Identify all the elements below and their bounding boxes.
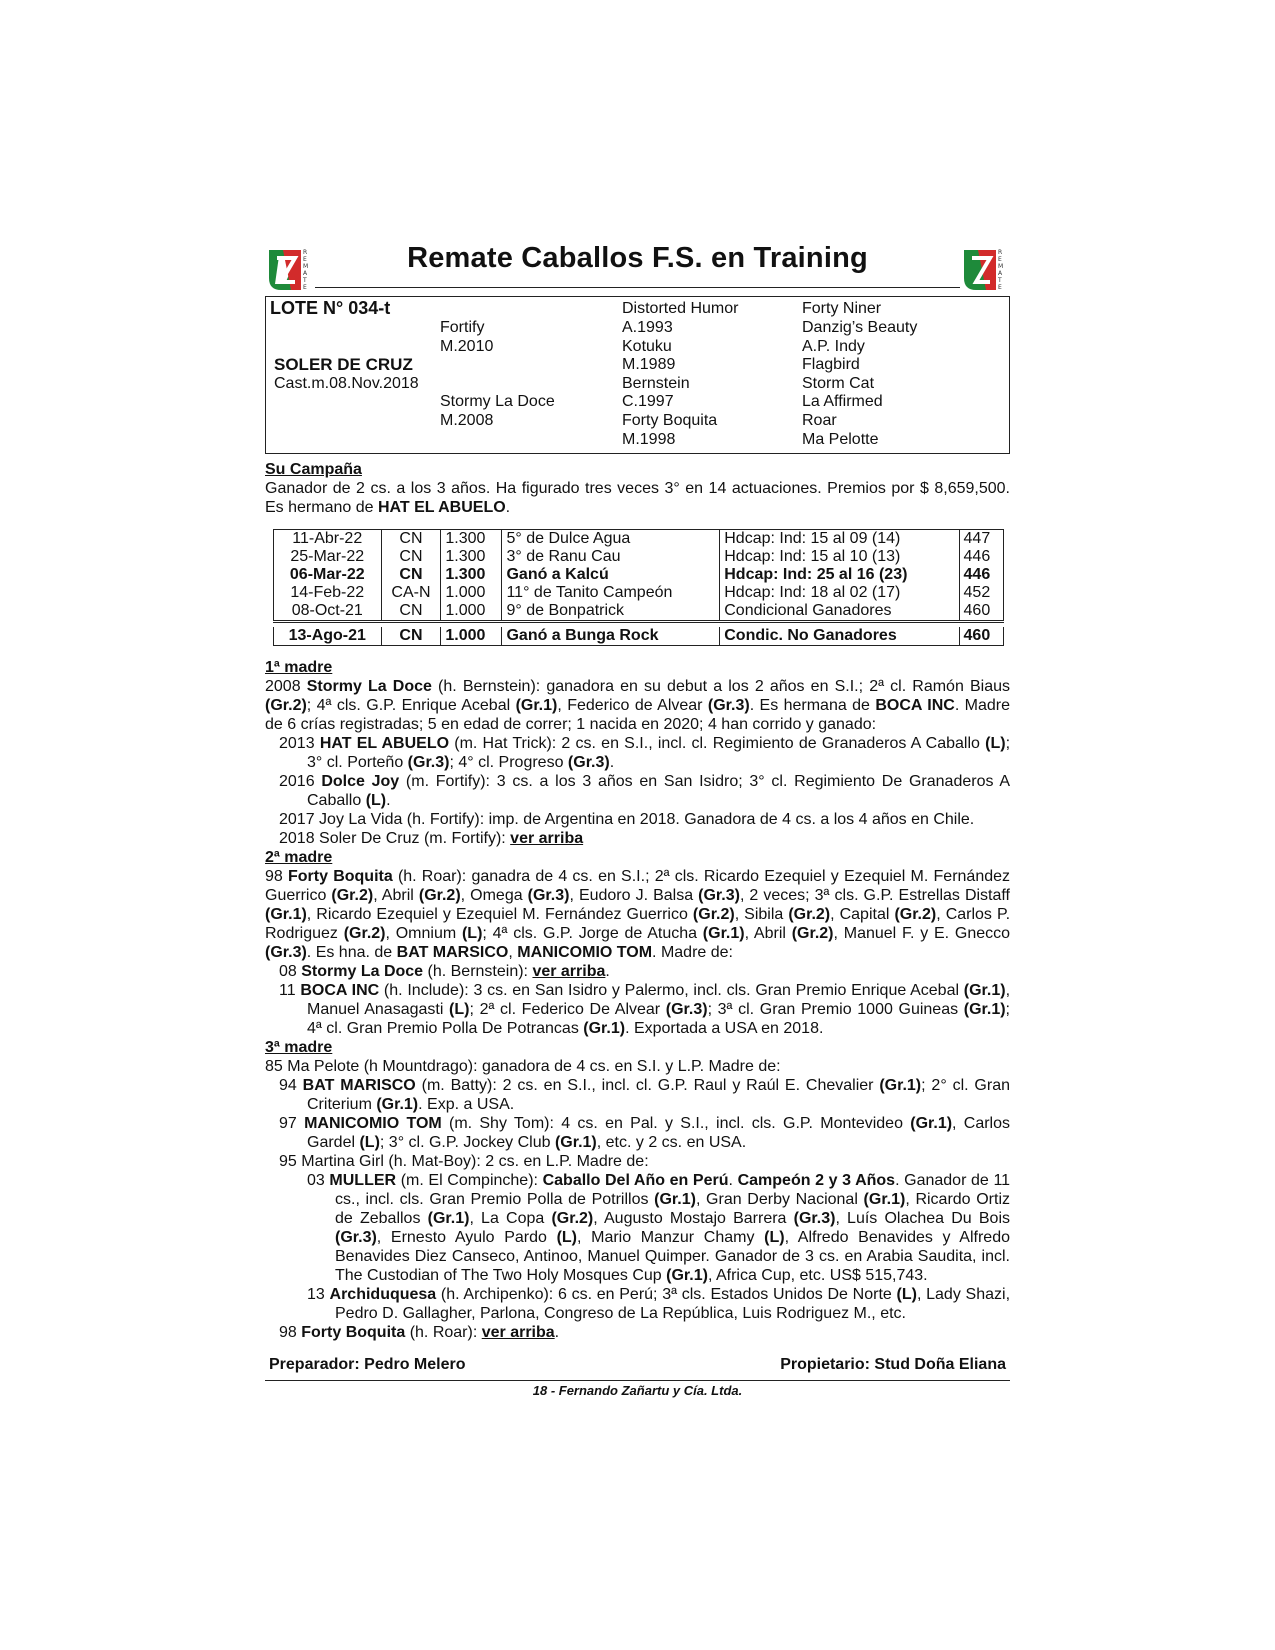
- text-run: , etc. y 2 cs. en USA.: [596, 1134, 747, 1151]
- dam-name: Stormy La Doce: [440, 393, 555, 410]
- footer-rule: [265, 1380, 1010, 1381]
- campaign-section: [265, 460, 1010, 517]
- text-run: Caballo Del Año en Perú: [542, 1172, 729, 1189]
- grandparent: Distorted Humor: [622, 300, 739, 317]
- madre1-p5: [265, 829, 1010, 848]
- text-run: (Gr.1): [265, 906, 307, 923]
- svg-text:E: E: [303, 256, 307, 263]
- race-track: CN: [381, 566, 441, 584]
- catalog-page: [265, 240, 1010, 1398]
- header-rule: [315, 287, 960, 288]
- text-run: (Gr.1): [654, 1191, 696, 1208]
- text-run: .: [554, 1324, 560, 1341]
- text-run: . Es hna. de: [306, 944, 397, 961]
- text-run: (h. Archipenko): 6 cs. en Perú; 3ª cls. Estados Unidos De Norte: [436, 1286, 897, 1303]
- text-run: (m. El Compinche):: [396, 1172, 543, 1189]
- race-row: [274, 602, 1004, 622]
- sire-info: M.2010: [440, 338, 494, 355]
- text-run: (h. Roar): ganadra de 4 cs. en S.I.; 2ª cls. Ricardo Ezequiel y Ezequiel M. Fernández Guerrico: [265, 868, 1011, 904]
- grandparent-info: A.1993: [622, 319, 673, 336]
- text-run: .: [609, 754, 615, 771]
- text-run: ; 4ª cl. Gran Premio Polla De Potrancas: [307, 1001, 1010, 1037]
- text-run: 13: [307, 1286, 330, 1303]
- remates-logo-left: [265, 244, 315, 294]
- madre3-p6: [265, 1285, 1010, 1323]
- text-run: (m. Batty): 2 cs. en S.I., incl. cl. G.P. Raul y Raúl E. Chevalier: [415, 1077, 880, 1094]
- madre2-section: [265, 848, 1010, 1038]
- text-run: , Ricardo Ortiz de Zeballos: [335, 1191, 1011, 1227]
- text-run: ; 2ª cl. Federico De Alvear: [469, 1001, 666, 1018]
- race-dist: 1.300: [441, 566, 502, 584]
- campaign-sibling: HAT EL ABUELO: [377, 499, 506, 516]
- madre1-p4: [265, 810, 1010, 829]
- race-date: 14-Feb-22: [274, 584, 382, 602]
- madre3-p1: [265, 1057, 1010, 1076]
- race-date: 11-Abr-22: [274, 530, 382, 549]
- race-row: [274, 530, 1004, 549]
- text-run: (Gr.1): [554, 1134, 597, 1151]
- great-grandparent: Danzig’s Beauty: [802, 319, 918, 336]
- svg-text:R: R: [998, 249, 1003, 256]
- text-run: (m. Shy Tom): 4 cs. en Pal. y S.I., incl. cls. G.P. Montevideo: [441, 1115, 911, 1132]
- race-row: [274, 548, 1004, 566]
- text-run: (Gr.1): [666, 1267, 708, 1284]
- horse-info: Cast.m.08.Nov.2018: [274, 375, 419, 392]
- text-run: . Exportada a USA en 2018.: [625, 1020, 824, 1037]
- remates-logo-right: [960, 244, 1010, 294]
- race-race: Condicional Ganadores: [720, 602, 959, 622]
- great-grandparent: Ma Pelotte: [802, 431, 879, 448]
- text-run: , Omega: [460, 887, 528, 904]
- campaign-text: [265, 479, 1010, 517]
- text-run: , Sibila: [734, 906, 789, 923]
- text-run: ; 4ª cls. G.P. Jorge de Atucha: [482, 925, 703, 942]
- madre3-p7: [265, 1323, 1010, 1342]
- text-run: (Gr.2): [692, 906, 735, 923]
- text-run: (Gr.1): [702, 925, 745, 942]
- text-run: (Gr.1): [376, 1096, 419, 1113]
- madre1-p2: [265, 734, 1010, 772]
- svg-text:M: M: [998, 263, 1004, 270]
- text-run: (Gr.2): [788, 906, 831, 923]
- text-run: 2008: [265, 678, 307, 695]
- text-run: (Gr.3): [335, 1229, 377, 1246]
- text-run: Forty Boquita: [288, 868, 393, 885]
- madre2-p2: [265, 962, 1010, 981]
- svg-text:A: A: [998, 270, 1003, 277]
- text-run: 97: [279, 1115, 305, 1132]
- race-num: 446: [959, 548, 1003, 566]
- text-run: (Gr.1): [583, 1020, 626, 1037]
- text-run: (h. Include): 3 cs. en San Isidro y Palermo, incl. cls. Gran Premio Enrique Acebal: [379, 982, 964, 999]
- text-run: , Carlos P. Rodriguez: [265, 906, 1011, 942]
- dam-info: M.2008: [440, 412, 494, 429]
- text-run: , Abril: [744, 925, 792, 942]
- race-num: 446: [959, 566, 1003, 584]
- svg-text:A: A: [303, 270, 308, 277]
- text-run: BOCA INC: [875, 697, 955, 714]
- text-run: (Gr.1): [515, 697, 558, 714]
- madre2-title: 2ª madre: [265, 849, 333, 866]
- text-run: .: [386, 792, 391, 809]
- text-run: , Manuel Anasagasti: [307, 982, 1011, 1018]
- race-dist: 1.000: [441, 627, 502, 646]
- race-row: [274, 584, 1004, 602]
- pedigree-box: [265, 296, 1010, 454]
- text-run: 2013: [279, 735, 320, 752]
- text-run: . Es hermana de: [749, 697, 876, 714]
- text-run: , Eudoro J. Balsa: [569, 887, 699, 904]
- campaign-text-a: Ganador de 2 cs. a los 3 años. Ha figurado tres veces 3° en 14 actuaciones. Premios por $ 8,659,500. Es hermano de: [265, 480, 1010, 516]
- horse-name: SOLER DE CRUZ: [274, 355, 413, 374]
- text-run: , 2 veces; 3ª cls. G.P. Estrellas Distaff: [739, 887, 1010, 904]
- text-run: (L): [365, 792, 387, 809]
- madre1-title: 1ª madre: [265, 659, 333, 676]
- race-race: Hdcap: Ind: 15 al 10 (13): [720, 548, 959, 566]
- text-run: , Mario Manzur Chamy: [577, 1229, 765, 1246]
- text-run[interactable]: ver arriba: [481, 1324, 555, 1341]
- race-result: Ganó a Kalcú: [502, 566, 720, 584]
- text-run: (Gr.3): [265, 944, 307, 961]
- text-run: Dolce Joy: [321, 773, 400, 790]
- text-run: (L): [359, 1134, 380, 1151]
- grandparent-info: C.1997: [622, 393, 674, 410]
- text-run: .: [605, 963, 610, 980]
- text-run: 03: [307, 1172, 330, 1189]
- text-run: 08: [279, 963, 302, 980]
- great-grandparent: A.P. Indy: [802, 338, 865, 355]
- text-run: BOCA INC: [300, 982, 380, 999]
- text-run[interactable]: ver arriba: [510, 830, 584, 847]
- svg-text:R: R: [303, 249, 308, 256]
- grandparent-info: M.1989: [622, 356, 676, 373]
- text-run: . Exp. a USA.: [418, 1096, 515, 1113]
- text-run: Archiduquesa: [329, 1286, 437, 1303]
- madre1-p3: [265, 772, 1010, 810]
- text-run: (Gr.2): [894, 906, 937, 923]
- svg-text:T: T: [303, 277, 307, 284]
- text-run: (Gr.1): [910, 1115, 953, 1132]
- sire-name: Fortify: [440, 319, 485, 336]
- grandparent: Kotuku: [622, 338, 672, 355]
- race-track: CN: [381, 548, 441, 566]
- race-date: 06-Mar-22: [274, 566, 382, 584]
- text-run: , Alfredo Benavides y Alfredo Benavides Diez Canseco, Antinoo, Manuel Quimper. Ganador de 3 cs. en Arabia Saudita, incl. The Custodian of The Two Holy Mosques Cup: [335, 1229, 1011, 1284]
- text-run: ; 3° cl. Porteño: [307, 735, 1011, 771]
- text-run: , Luís Olachea Du Bois: [835, 1210, 1011, 1227]
- footer-credits: [265, 1356, 1010, 1374]
- svg-text:M: M: [303, 263, 309, 270]
- great-grandparent: La Affirmed: [802, 393, 883, 410]
- text-run: (Gr.1): [863, 1191, 906, 1208]
- text-run: (L): [449, 1001, 470, 1018]
- grandparent: Forty Boquita: [622, 412, 718, 429]
- text-run: (Gr.2): [791, 925, 834, 942]
- text-run: 2016: [279, 773, 322, 790]
- text-run: (Gr.2): [418, 887, 461, 904]
- svg-text:T: T: [998, 277, 1002, 284]
- race-dist: 1.000: [441, 584, 502, 602]
- text-run: (L): [556, 1229, 578, 1246]
- text-run: , La Copa: [469, 1210, 552, 1227]
- madre3-p4: [265, 1152, 1010, 1171]
- grandparent-info: M.1998: [622, 431, 676, 448]
- trainer: Preparador: Pedro Melero: [269, 1356, 466, 1373]
- madre3-section: [265, 1038, 1010, 1342]
- race-num: 447: [959, 530, 1003, 549]
- text-run: ; 4° cl. Progreso: [449, 754, 568, 771]
- race-race: Hdcap: Ind: 25 al 16 (23): [720, 566, 959, 584]
- madre3-p5: [265, 1171, 1010, 1285]
- text-run: Stormy La Doce: [306, 678, 432, 695]
- text-run: .: [728, 1172, 738, 1189]
- text-run: (Gr.3): [793, 1210, 836, 1227]
- svg-text:E: E: [998, 256, 1002, 263]
- madre2-p1: [265, 867, 1010, 962]
- text-run: (m. Fortify): 3 cs. a los 3 años en San Isidro; 3° cl. Regimiento De Granaderos A Caballo: [307, 773, 1010, 809]
- text-run: 2017 Joy La Vida (h. Fortify): imp. de Argentina en 2018. Ganadora de 4 cs. a los 4 años en Chile.: [279, 811, 975, 828]
- race-dist: 1.000: [441, 602, 502, 622]
- lot-number: LOTE N° 034-t: [270, 298, 391, 318]
- text-run: ; 4ª cls. G.P. Enrique Acebal: [306, 697, 516, 714]
- page-footer: 18 - Fernando Zañartu y Cía. Ltda.: [532, 1383, 743, 1398]
- race-row-first-win: [274, 627, 1004, 646]
- svg-text:E: E: [303, 284, 307, 291]
- text-run: , Ricardo Ezequiel y Ezequiel M. Fernández Guerrico: [306, 906, 693, 923]
- text-run: 95 Martina Girl (h. Mat-Boy): 2 cs. en L.P. Madre de:: [279, 1153, 649, 1170]
- race-track: CN: [381, 530, 441, 549]
- text-run: (L): [764, 1229, 785, 1246]
- race-result: Ganó a Bunga Rock: [502, 627, 720, 646]
- text-run: 85 Ma Pelote (h Mountdrago): ganadora de 4 cs. en S.I. y L.P. Madre de:: [265, 1058, 781, 1075]
- text-run: HAT EL ABUELO: [319, 735, 450, 752]
- campaign-text-c: .: [505, 499, 511, 516]
- text-run: . Madre de:: [652, 944, 733, 961]
- text-run: ; 3° cl. G.P. Jockey Club: [379, 1134, 555, 1151]
- text-run: Stormy La Doce: [301, 963, 424, 980]
- great-grandparent: Flagbird: [802, 356, 860, 373]
- race-date: 08-Oct-21: [274, 602, 382, 622]
- text-run: (L): [985, 735, 1006, 752]
- text-run: (Gr.1): [427, 1210, 470, 1227]
- great-grandparent: Forty Niner: [802, 300, 882, 317]
- text-run: ,: [508, 944, 518, 961]
- text-run: (Gr.3): [407, 754, 450, 771]
- text-run: (L): [461, 925, 483, 942]
- text-run: BAT MARSICO: [396, 944, 509, 961]
- text-run: (Gr.2): [331, 887, 374, 904]
- text-run: 11: [279, 982, 301, 999]
- race-num: 460: [959, 602, 1003, 622]
- svg-text:E: E: [998, 284, 1002, 291]
- race-result: 9° de Bonpatrick: [502, 602, 720, 622]
- text-run: (L): [896, 1286, 917, 1303]
- race-race: Condic. No Ganadores: [720, 627, 959, 646]
- text-run: . Madre de 6 crías registradas; 5 en edad de correr; 1 nacida en 2020; 4 han corrido y ganado:: [265, 697, 1011, 733]
- text-run: , Capital: [830, 906, 895, 923]
- race-track: CN: [381, 627, 441, 646]
- race-result: 5° de Dulce Agua: [502, 530, 720, 549]
- text-run: ; 3ª cl. Gran Premio 1000 Guineas: [707, 1001, 964, 1018]
- text-run: , Lady Shazi, Pedro D. Gallagher, Parlona, Congreso de La República, Luis Rodriguez M., etc.: [335, 1286, 1011, 1322]
- madre3-title: 3ª madre: [265, 1039, 333, 1056]
- text-run: Campeón 2 y 3 Años: [737, 1172, 896, 1189]
- text-run: , Omnium: [385, 925, 462, 942]
- race-num: 452: [959, 584, 1003, 602]
- text-run: , Abril: [373, 887, 419, 904]
- race-track: CA-N: [381, 584, 441, 602]
- text-run: (h. Bernstein): ganadora en su debut a los 2 años en S.I.; 2ª cl. Ramón Biaus: [431, 678, 1011, 695]
- text-run: 98: [279, 1324, 302, 1341]
- text-run: 2018 Soler De Cruz (m. Fortify):: [279, 830, 511, 847]
- text-run: (h. Roar):: [405, 1324, 482, 1341]
- text-run: (Gr.3): [567, 754, 610, 771]
- text-run: (Gr.2): [551, 1210, 594, 1227]
- race-track: CN: [381, 602, 441, 622]
- text-run[interactable]: ver arriba: [532, 963, 606, 980]
- text-run: MULLER: [329, 1172, 397, 1189]
- page-header: [265, 240, 1010, 296]
- text-run: 94: [279, 1077, 303, 1094]
- great-grandparent: Roar: [802, 412, 837, 429]
- race-result: 11° de Tanito Campeón: [502, 584, 720, 602]
- text-run: MANICOMIO TOM: [304, 1115, 442, 1132]
- text-run: , Federico de Alvear: [557, 697, 708, 714]
- text-run: , Ernesto Ayulo Pardo: [376, 1229, 557, 1246]
- text-run: (Gr.2): [265, 697, 307, 714]
- text-run: (Gr.2): [343, 925, 386, 942]
- text-run: Forty Boquita: [301, 1324, 406, 1341]
- text-run: (Gr.3): [707, 697, 750, 714]
- great-grandparent: Storm Cat: [802, 375, 875, 392]
- race-table: [273, 529, 1004, 646]
- race-num: 460: [959, 627, 1003, 646]
- text-run: , Manuel F. y E. Gnecco: [833, 925, 1011, 942]
- madre3-p2: [265, 1076, 1010, 1114]
- race-race: Hdcap: Ind: 18 al 02 (17): [720, 584, 959, 602]
- text-run: ; 2° cl. Gran Criterium: [307, 1077, 1010, 1113]
- text-run: . Ganador de 11 cs., incl. cls. Gran Premio Polla de Potrillos: [335, 1172, 1011, 1208]
- race-dist: 1.300: [441, 530, 502, 549]
- text-run: MANICOMIO TOM: [517, 944, 653, 961]
- madre1-section: [265, 658, 1010, 848]
- text-run: (Gr.3): [665, 1001, 708, 1018]
- text-run: , Gran Derby Nacional: [695, 1191, 864, 1208]
- race-dist: 1.300: [441, 548, 502, 566]
- madre1-p1: [265, 677, 1010, 734]
- text-run: , Augusto Mostajo Barrera: [593, 1210, 794, 1227]
- madre3-p3: [265, 1114, 1010, 1152]
- text-run: (m. Hat Trick): 2 cs. en S.I., incl. cl. Regimiento de Granaderos A Caballo: [449, 735, 986, 752]
- race-race: Hdcap: Ind: 15 al 09 (14): [720, 530, 959, 549]
- text-run: , Africa Cup, etc. US$ 515,743.: [707, 1267, 928, 1284]
- text-run: (Gr.1): [879, 1077, 922, 1094]
- text-run: BAT MARISCO: [302, 1077, 416, 1094]
- text-run: (Gr.3): [527, 887, 570, 904]
- race-result: 3° de Ranu Cau: [502, 548, 720, 566]
- race-date: 25-Mar-22: [274, 548, 382, 566]
- text-run: (h. Bernstein):: [423, 963, 533, 980]
- text-run: , Carlos Gardel: [307, 1115, 1011, 1151]
- text-run: (Gr.1): [963, 1001, 1006, 1018]
- page-title: Remate Caballos F.S. en Training: [407, 242, 868, 274]
- text-run: (Gr.1): [963, 982, 1006, 999]
- text-run: (Gr.3): [698, 887, 740, 904]
- race-date: 13-Ago-21: [274, 627, 382, 646]
- grandparent: Bernstein: [622, 375, 690, 392]
- owner: Propietario: Stud Doña Eliana: [780, 1356, 1006, 1373]
- madre2-p3: [265, 981, 1010, 1038]
- race-row: [274, 566, 1004, 584]
- text-run: 98: [265, 868, 288, 885]
- campaign-title: Su Campaña: [265, 461, 362, 478]
